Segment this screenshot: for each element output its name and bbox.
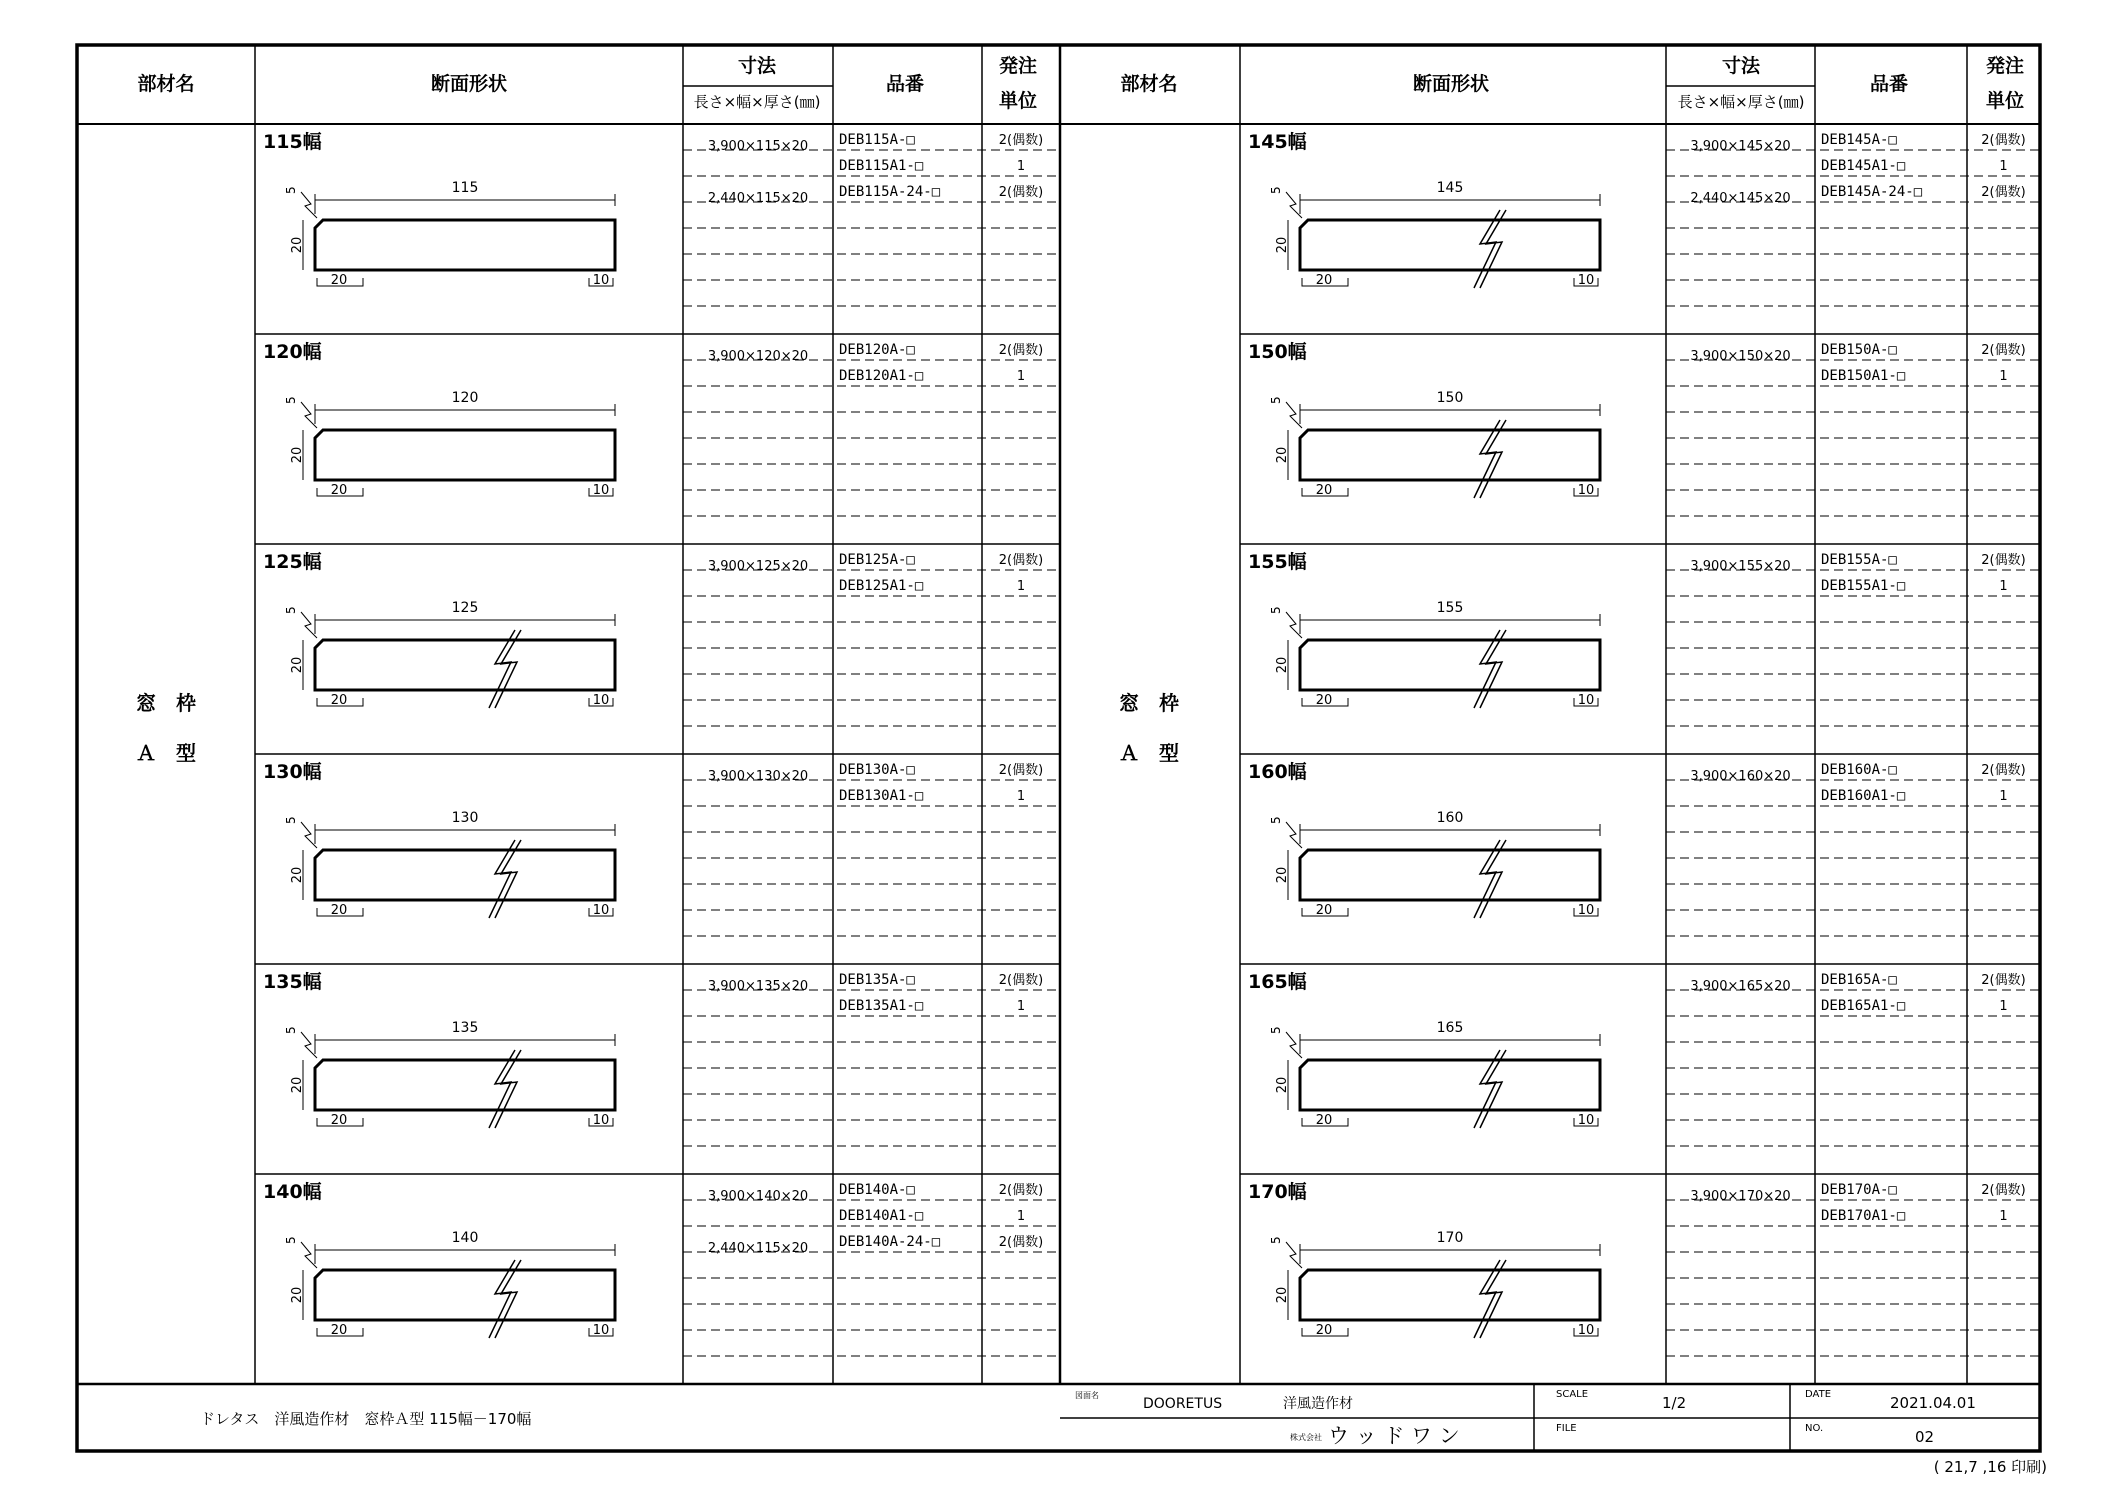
chamfer-label: 5 — [284, 606, 298, 614]
right-groove-label: 10 — [1577, 903, 1595, 918]
footer-no-value: 02 — [1915, 1428, 1935, 1446]
width-label: 140 — [451, 1230, 479, 1246]
footer-drawing-label: 図面名 — [1075, 1391, 1099, 1400]
unit-cell: 2(偶数) — [998, 1183, 1044, 1198]
dim-cell: 3,900×170×20 — [1690, 1189, 1791, 1204]
width-label: 135 — [451, 1020, 479, 1036]
footer-drawing-subtitle: 洋風造作材 — [1283, 1396, 1353, 1412]
header-left — [137, 54, 1037, 112]
right-groove-label: 10 — [592, 1323, 610, 1338]
code-cell: DEB145A-24-□ — [1821, 184, 1923, 200]
section-profile — [284, 810, 615, 918]
chamfer-label: 5 — [284, 396, 298, 404]
thickness-label: 20 — [1275, 236, 1290, 254]
footer-company: ウ ッ ド ワ ン — [1328, 1424, 1460, 1448]
left-groove-label: 20 — [330, 483, 348, 498]
row-title: 155幅 — [1248, 551, 1307, 573]
code-cell: DEB115A1-□ — [839, 158, 924, 174]
code-cell: DEB135A1-□ — [839, 998, 924, 1014]
section-profile — [284, 1230, 615, 1338]
row-title: 120幅 — [263, 341, 322, 363]
row-title: 130幅 — [263, 761, 322, 783]
unit-cell: 2(偶数) — [1981, 553, 2026, 568]
section-profile — [284, 600, 615, 708]
right-groove-label: 10 — [592, 483, 610, 498]
section-profile — [1269, 810, 1600, 918]
table-row — [255, 334, 1060, 516]
group-label-left-1: 窓 枠 — [136, 691, 196, 715]
right-groove-label: 10 — [1577, 273, 1595, 288]
unit-cell: 1 — [1016, 789, 1026, 804]
width-label: 120 — [451, 390, 479, 406]
footer-scale-value: 1/2 — [1662, 1394, 1687, 1412]
left-groove-label: 20 — [1315, 1113, 1333, 1128]
outer-frame — [77, 45, 2040, 1451]
header-part-name: 部材名 — [137, 73, 195, 95]
row-title: 165幅 — [1248, 971, 1307, 993]
table-row — [263, 130, 1060, 306]
code-cell: DEB135A-□ — [839, 972, 915, 988]
left-groove-label: 20 — [330, 1113, 348, 1128]
row-title: 170幅 — [1248, 1181, 1307, 1203]
code-cell: DEB170A1-□ — [1821, 1208, 1906, 1224]
section-profile — [284, 390, 615, 498]
code-cell: DEB140A-24-□ — [839, 1234, 941, 1250]
chamfer-label: 5 — [1269, 1026, 1283, 1034]
unit-cell: 1 — [1016, 159, 1026, 174]
table-row — [1248, 130, 2040, 306]
unit-cell: 1 — [1999, 369, 2008, 384]
thickness-label: 20 — [1275, 1286, 1290, 1304]
left-groove-label: 20 — [330, 1323, 348, 1338]
chamfer-label: 5 — [1269, 186, 1283, 194]
left-groove-label: 20 — [1315, 693, 1333, 708]
section-profile — [1269, 600, 1600, 708]
dim-cell: 3,900×150×20 — [1690, 349, 1791, 364]
footer-date-label: DATE — [1805, 1389, 1832, 1400]
dim-cell: 3,900×155×20 — [1690, 559, 1791, 574]
table-row — [1240, 964, 2040, 1146]
unit-cell: 1 — [1999, 789, 2008, 804]
dim-cell: 3,900×145×20 — [1690, 139, 1791, 154]
table-row — [255, 544, 1060, 726]
unit-cell: 2(偶数) — [1981, 973, 2026, 988]
thickness-label: 20 — [290, 656, 305, 674]
row-title: 140幅 — [263, 1181, 322, 1203]
code-cell: DEB170A-□ — [1821, 1182, 1897, 1198]
header-item-no: 品番 — [885, 73, 925, 95]
table-row — [255, 1174, 1060, 1356]
code-cell: DEB130A1-□ — [839, 788, 924, 804]
print-note: ( 21,7 ,16 印刷) — [1933, 1458, 2047, 1476]
dim-cell: 3,900×130×20 — [707, 769, 809, 784]
dim-cell: 2,440×145×20 — [1690, 191, 1791, 206]
width-label: 130 — [451, 810, 479, 826]
unit-cell: 1 — [1016, 1209, 1026, 1224]
footer-drawing-value: DOORETUS — [1143, 1396, 1223, 1412]
row-title: 135幅 — [263, 971, 322, 993]
header-dims-sub: 長さ×幅×厚さ(㎜) — [693, 93, 821, 111]
left-groove-label: 20 — [1315, 273, 1333, 288]
chamfer-label: 5 — [284, 186, 298, 194]
chamfer-label: 5 — [284, 816, 298, 824]
code-cell: DEB160A1-□ — [1821, 788, 1906, 804]
unit-cell: 1 — [1016, 579, 1026, 594]
table-row — [255, 754, 1060, 936]
table-row — [1240, 544, 2040, 726]
code-cell: DEB165A1-□ — [1821, 998, 1906, 1014]
unit-cell: 2(偶数) — [1981, 763, 2026, 778]
unit-cell: 2(偶数) — [998, 1235, 1044, 1250]
table-row — [255, 964, 1060, 1146]
section-profile — [1269, 1020, 1600, 1128]
code-cell: DEB155A1-□ — [1821, 578, 1906, 594]
header-right — [1120, 54, 2024, 112]
dim-cell: 3,900×140×20 — [707, 1189, 809, 1204]
section-profile — [1269, 390, 1600, 498]
thickness-label: 20 — [290, 446, 305, 464]
chamfer-label: 5 — [1269, 396, 1283, 404]
unit-cell: 1 — [1999, 159, 2008, 174]
left-groove-label: 20 — [330, 273, 348, 288]
thickness-label: 20 — [290, 1076, 305, 1094]
footer-date-value: 2021.04.01 — [1890, 1394, 1976, 1412]
header-section-shape: 断面形状 — [430, 73, 508, 95]
group-label-right-2: Ａ 型 — [1119, 741, 1179, 765]
code-cell: DEB140A-□ — [839, 1182, 915, 1198]
thickness-label: 20 — [1275, 866, 1290, 884]
header-dims-sub: 長さ×幅×厚さ(㎜) — [1677, 93, 1805, 111]
code-cell: DEB115A-24-□ — [839, 184, 941, 200]
dim-cell: 3,900×165×20 — [1690, 979, 1791, 994]
unit-cell: 2(偶数) — [1981, 343, 2026, 358]
chamfer-label: 5 — [1269, 1236, 1283, 1244]
thickness-label: 20 — [290, 866, 305, 884]
unit-cell: 2(偶数) — [998, 763, 1044, 778]
right-groove-label: 10 — [592, 273, 610, 288]
chamfer-label: 5 — [284, 1026, 298, 1034]
dim-cell: 2,440×115×20 — [707, 191, 809, 206]
thickness-label: 20 — [1275, 1076, 1290, 1094]
width-label: 145 — [1436, 180, 1464, 196]
header-unit: 単位 — [998, 90, 1038, 112]
footer-file-label: FILE — [1556, 1423, 1577, 1434]
dim-cell: 3,900×115×20 — [707, 139, 809, 154]
unit-cell: 2(偶数) — [998, 343, 1044, 358]
width-label: 165 — [1436, 1020, 1464, 1036]
code-cell: DEB120A1-□ — [839, 368, 924, 384]
unit-cell: 2(偶数) — [1981, 1183, 2026, 1198]
footer-company-prefix: 株式会社 — [1290, 1433, 1322, 1442]
group-label-left-2: Ａ 型 — [136, 741, 196, 765]
dim-cell: 3,900×160×20 — [1690, 769, 1791, 784]
right-groove-label: 10 — [1577, 693, 1595, 708]
right-groove-label: 10 — [1577, 1113, 1595, 1128]
unit-cell: 1 — [1999, 999, 2008, 1014]
header-item-no: 品番 — [1869, 73, 1909, 95]
header-order: 発注 — [1985, 55, 2025, 77]
code-cell: DEB150A1-□ — [1821, 368, 1906, 384]
section-profile — [1269, 1230, 1600, 1338]
header-section-shape: 断面形状 — [1412, 73, 1490, 95]
chamfer-label: 5 — [1269, 816, 1283, 824]
dim-cell: 2,440×115×20 — [707, 1241, 809, 1256]
section-profile — [284, 180, 615, 288]
width-label: 170 — [1436, 1230, 1464, 1246]
right-groove-label: 10 — [1577, 483, 1595, 498]
width-label: 125 — [451, 600, 479, 616]
header-dims: 寸法 — [1721, 55, 1761, 77]
code-cell: DEB125A-□ — [839, 552, 915, 568]
code-cell: DEB150A-□ — [1821, 342, 1897, 358]
unit-cell: 2(偶数) — [998, 133, 1044, 148]
thickness-label: 20 — [1275, 656, 1290, 674]
code-cell: DEB130A-□ — [839, 762, 915, 778]
width-label: 155 — [1436, 600, 1464, 616]
code-cell: DEB165A-□ — [1821, 972, 1897, 988]
group-label-right-1: 窓 枠 — [1119, 691, 1179, 715]
left-groove-label: 20 — [330, 903, 348, 918]
footer-scale-label: SCALE — [1556, 1389, 1589, 1400]
unit-cell: 1 — [1999, 1209, 2008, 1224]
dim-cell: 3,900×120×20 — [707, 349, 809, 364]
dim-cell: 3,900×125×20 — [707, 559, 809, 574]
left-groove-label: 20 — [1315, 903, 1333, 918]
table-row — [1240, 1174, 2040, 1356]
width-label: 150 — [1436, 390, 1464, 406]
chamfer-label: 5 — [284, 1236, 298, 1244]
right-groove-label: 10 — [1577, 1323, 1595, 1338]
row-title: 125幅 — [263, 551, 322, 573]
code-cell: DEB140A1-□ — [839, 1208, 924, 1224]
code-cell: DEB145A1-□ — [1821, 158, 1906, 174]
right-groove-label: 10 — [592, 693, 610, 708]
code-cell: DEB160A-□ — [1821, 762, 1897, 778]
chamfer-label: 5 — [1269, 606, 1283, 614]
thickness-label: 20 — [1275, 446, 1290, 464]
code-cell: DEB125A1-□ — [839, 578, 924, 594]
header-unit: 単位 — [1985, 90, 2025, 112]
thickness-label: 20 — [290, 1286, 305, 1304]
width-label: 115 — [451, 180, 479, 196]
unit-cell: 2(偶数) — [998, 185, 1044, 200]
table-row — [1240, 334, 2040, 516]
section-profile — [1269, 180, 1600, 288]
header-order: 発注 — [998, 55, 1038, 77]
thickness-label: 20 — [290, 236, 305, 254]
dim-cell: 3,900×135×20 — [707, 979, 809, 994]
unit-cell: 1 — [1016, 369, 1026, 384]
row-title: 145幅 — [1248, 131, 1307, 153]
code-cell: DEB120A-□ — [839, 342, 915, 358]
header-dims: 寸法 — [737, 55, 777, 77]
left-groove-label: 20 — [1315, 483, 1333, 498]
header-part-name: 部材名 — [1120, 73, 1178, 95]
footer-no-label: NO. — [1805, 1423, 1824, 1434]
width-label: 160 — [1436, 810, 1464, 826]
unit-cell: 2(偶数) — [998, 973, 1044, 988]
footer — [200, 1384, 2040, 1451]
table-row — [1240, 754, 2040, 936]
row-title: 160幅 — [1248, 761, 1307, 783]
unit-cell: 2(偶数) — [1981, 133, 2026, 148]
code-cell: DEB155A-□ — [1821, 552, 1897, 568]
unit-cell: 1 — [1016, 999, 1026, 1014]
right-groove-label: 10 — [592, 1113, 610, 1128]
code-cell: DEB145A-□ — [1821, 132, 1897, 148]
unit-cell: 1 — [1999, 579, 2008, 594]
section-profile — [284, 1020, 615, 1128]
right-groove-label: 10 — [592, 903, 610, 918]
row-title: 150幅 — [1248, 341, 1307, 363]
left-groove-label: 20 — [1315, 1323, 1333, 1338]
row-title: 115幅 — [263, 131, 322, 153]
left-groove-label: 20 — [330, 693, 348, 708]
code-cell: DEB115A-□ — [839, 132, 915, 148]
unit-cell: 2(偶数) — [1981, 185, 2026, 200]
unit-cell: 2(偶数) — [998, 553, 1044, 568]
footer-description: ドレタス 洋風造作材 窓枠Ａ型 115幅－170幅 — [200, 1410, 532, 1428]
